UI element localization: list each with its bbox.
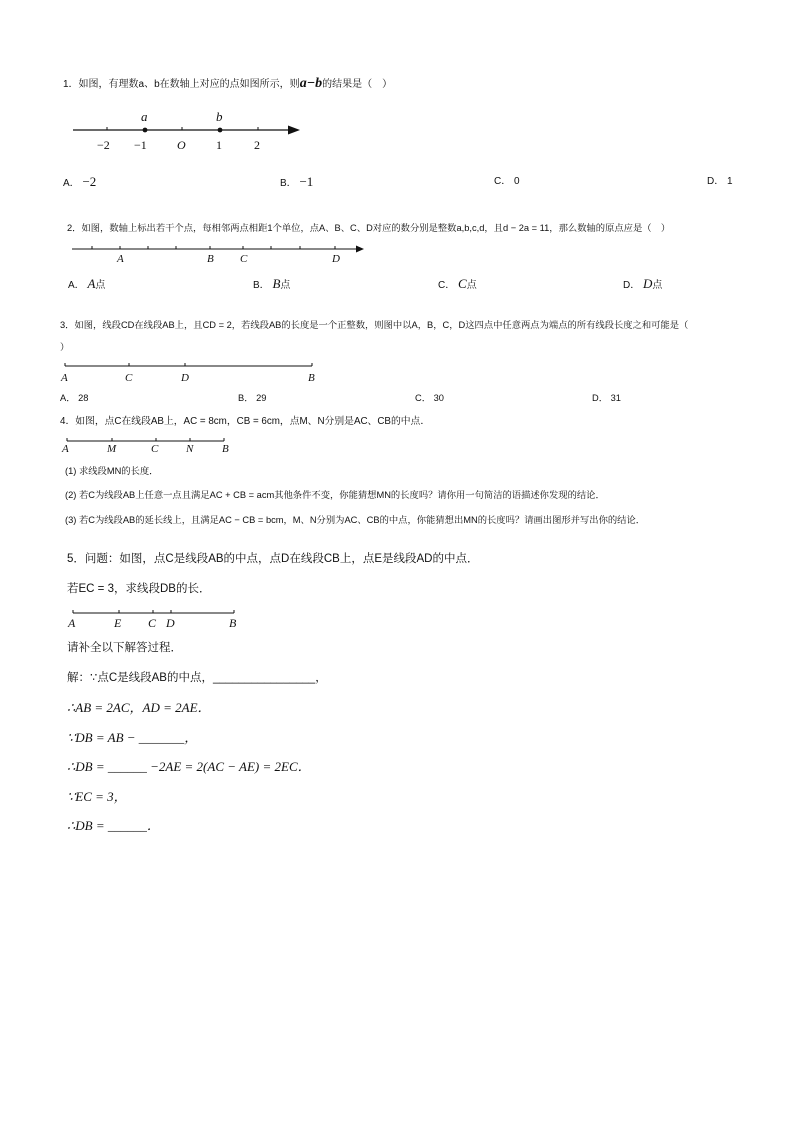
q5-label-C: C (148, 616, 157, 630)
q2-label-D: D (332, 253, 340, 265)
q3-option-letter: D． (592, 393, 609, 403)
q1-label-a: a (141, 109, 148, 124)
q5-step-3 (67, 730, 197, 746)
q3-option-value: 31 (610, 393, 621, 403)
q2-option-point: A (87, 276, 96, 291)
q5-label-A: A (68, 616, 76, 630)
q2-option-point: C (458, 276, 467, 291)
q3-option-letter: A． (60, 393, 76, 403)
q1-tick-neg1: −1 (134, 138, 147, 152)
q3-option-value: 29 (256, 393, 267, 403)
q4-part-text: (2) 若C为线段AB上任意一点且满足AC + CB = acm其他条件不变，你能猜想MN的长度吗？请你用一句简洁的语描述你发现的结论． (65, 490, 605, 500)
q5-step-6 (67, 818, 160, 834)
q1-option-value: 0 (514, 176, 520, 187)
q2-option-letter: A． (68, 280, 85, 291)
q2-option-letter: D． (623, 280, 641, 291)
q2-label-A: A (117, 253, 124, 265)
q4-part-text: (3) 若C为线段AB的延长线上，且满足AC − CB = bcm，M、N分别为AC、CB的中点，你能猜想出MN的长度吗？请画出图形并写出你的结论． (65, 515, 646, 525)
q3-stem-close: ） (60, 342, 70, 352)
q1-option-value: 1 (727, 176, 733, 187)
q5-step-2 (67, 700, 211, 716)
q4-label-B: B (222, 443, 229, 455)
q3-option-value: 30 (433, 393, 444, 403)
q1-label-b: b (216, 109, 223, 124)
q4-stem-text: 4．如图，点C在线段AB上，AC = 8cm，CB = 6cm，点M、N分别是AC、CB的中点． (60, 416, 431, 427)
q1-option-value: −2 (82, 174, 97, 189)
q3-label-C: C (125, 372, 133, 384)
q3-option-letter: B． (238, 393, 254, 403)
q2-option-letter: B． (253, 280, 270, 291)
q1-tick-2: 2 (254, 138, 260, 152)
q1-tick-1: 1 (216, 138, 222, 152)
q4-label-A: A (62, 443, 69, 455)
q5-step-text: ∴DB = ______． (67, 818, 160, 833)
q2-option-suffix: 点 (466, 280, 477, 291)
q5-step-5 (67, 789, 127, 805)
q2-stem-text: 2．如图，数轴上标出若干个点，每相邻两点相距1个单位，点A、B、C、D对应的数分别是整数a,b,c,d，且d − 2a = 11，那么数轴的原点应是（ ） (67, 223, 671, 233)
q4-label-M: M (107, 443, 117, 455)
q2-option-letter: C． (438, 280, 456, 291)
q2-option-suffix: 点 (652, 280, 663, 291)
q2-option-suffix: 点 (95, 280, 106, 291)
q1-option-value: −1 (299, 174, 314, 189)
q5-ask-text: 若EC = 3，求线段DB的长． (67, 583, 211, 595)
q2-label-B: B (207, 253, 214, 265)
q3-label-A: A (61, 372, 68, 384)
q5-stem-text: 5．问题：如图，点C是线段AB的中点，点D在线段CB上，点E是线段AD的中点． (67, 553, 479, 565)
q5-step-text: ∴AB = 2AC，AD = 2AE． (67, 700, 211, 715)
q2-option-point: B (272, 276, 281, 291)
q2-label-C: C (240, 253, 248, 265)
q5-label-E: E (114, 616, 122, 630)
q1-option-letter: B． (280, 178, 297, 189)
q1-expression: a−b (299, 76, 323, 91)
q5-label-B: B (229, 616, 237, 630)
q5-step-4 (67, 759, 311, 775)
q5-instruction-text: 请补全以下解答过程． (67, 642, 182, 654)
q4-label-C: C (151, 443, 159, 455)
q5-instruction (67, 640, 182, 656)
q2-option-suffix: 点 (280, 280, 291, 291)
q1-tick-origin: O (177, 138, 186, 152)
q3-label-B: B (308, 372, 315, 384)
q1-option-letter: C． (494, 176, 512, 187)
q1-stem-text: 1．如图，有理数a、b在数轴上对应的点如图所示，则 (63, 79, 300, 90)
q4-part-text: (1) 求线段MN的长度． (65, 466, 159, 476)
q3-stem-text: 3．如图，线段CD在线段AB上，且CD = 2，若线段AB的长度是一个正整数，则图中以A，B，C，D这四点中任意两点为端点的所有线段长度之和可能是（ (60, 320, 689, 330)
q1-option-letter: A． (63, 178, 80, 189)
q1-tick-neg2: −2 (97, 138, 110, 152)
q5-step-text: ∴DB = ______ −2AE = 2(AC − AE) = 2EC． (67, 759, 311, 774)
q5-step-text: ∵DB = AB − _______， (67, 730, 198, 745)
q5-label-D: D (166, 616, 175, 630)
q1-stem-tail: 的结果是（ ） (322, 79, 393, 90)
q5-step-1 (67, 670, 327, 686)
q3-option-letter: C． (415, 393, 432, 403)
q3-option-value: 28 (78, 393, 89, 403)
q3-label-D: D (181, 372, 189, 384)
q1-option-letter: D． (707, 176, 725, 187)
q5-step-text: 解：∵点C是线段AB的中点，________________， (67, 672, 327, 684)
q5-step-text: ∵EC = 3， (67, 789, 127, 804)
q2-option-point: D (643, 276, 653, 291)
q4-label-N: N (186, 443, 194, 455)
